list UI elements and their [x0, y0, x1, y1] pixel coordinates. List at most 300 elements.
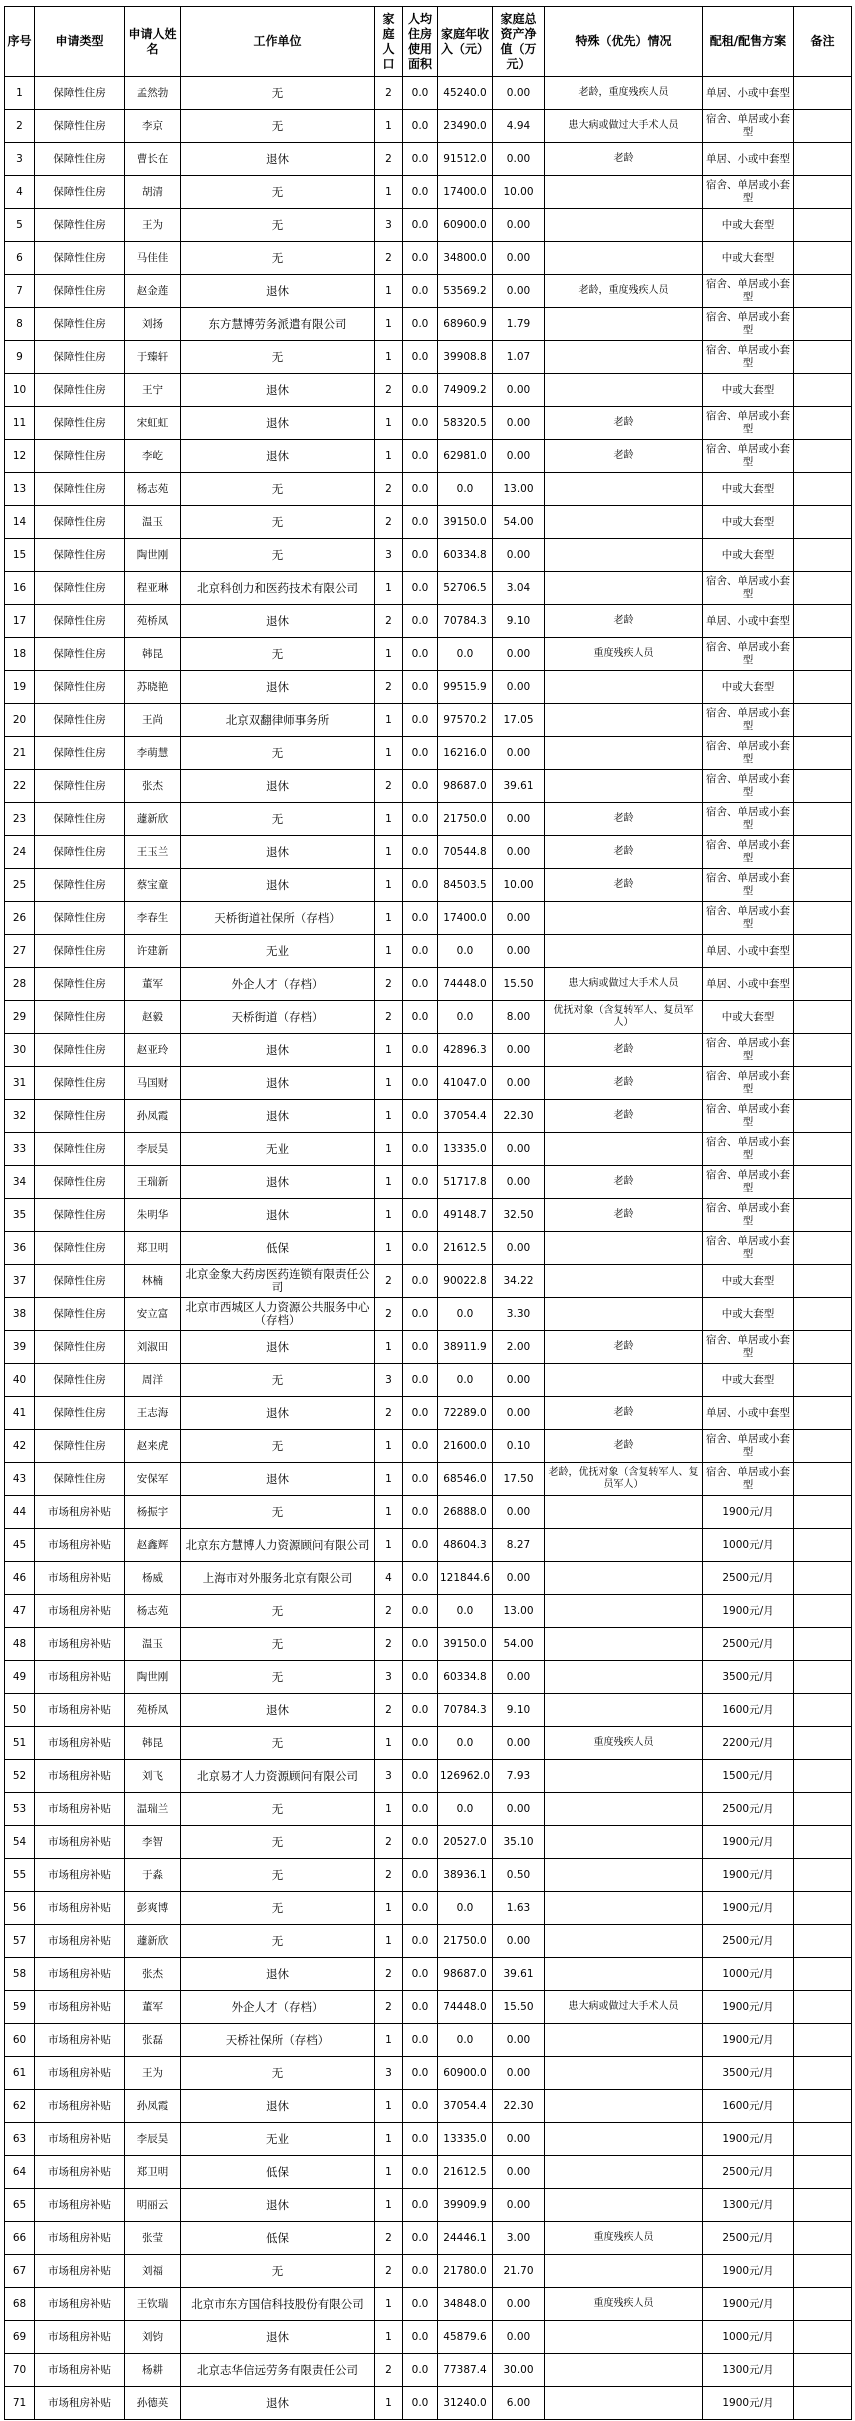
cell-members: 1	[375, 1529, 403, 1562]
cell-special: 重度残疾人员	[545, 638, 703, 671]
cell-type: 市场租房补贴	[35, 2354, 125, 2387]
cell-type: 保障性住房	[35, 836, 125, 869]
cell-income: 70544.8	[438, 836, 493, 869]
cell-name: 孙凤霞	[125, 2090, 181, 2123]
cell-plan: 宿舍、单居或小套型	[703, 1199, 794, 1232]
cell-area: 0.0	[403, 1298, 438, 1331]
cell-income: 45879.6	[438, 2321, 493, 2354]
cell-type: 保障性住房	[35, 572, 125, 605]
cell-name: 李辰昊	[125, 1133, 181, 1166]
cell-special	[545, 671, 703, 704]
table-row	[5, 539, 852, 572]
cell-area: 0.0	[403, 2321, 438, 2354]
cell-type: 市场租房补贴	[35, 2387, 125, 2420]
cell-plan: 宿舍、单居或小套型	[703, 902, 794, 935]
cell-plan: 宿舍、单居或小套型	[703, 341, 794, 374]
cell-area: 0.0	[403, 1562, 438, 1595]
cell-type: 保障性住房	[35, 374, 125, 407]
header-name: 申请人姓名	[125, 7, 181, 77]
cell-special: 老龄	[545, 1067, 703, 1100]
cell-area: 0.0	[403, 869, 438, 902]
header-plan: 配租/配售方案	[703, 7, 794, 77]
table-row	[5, 737, 852, 770]
cell-assets: 0.00	[493, 143, 545, 176]
cell-name: 陶世刚	[125, 539, 181, 572]
cell-members: 2	[375, 143, 403, 176]
cell-plan: 1900元/月	[703, 2387, 794, 2420]
cell-plan: 宿舍、单居或小套型	[703, 176, 794, 209]
cell-assets: 1.79	[493, 308, 545, 341]
cell-special	[545, 1760, 703, 1793]
table-row	[5, 1463, 852, 1496]
table-row	[5, 1694, 852, 1727]
cell-plan: 1300元/月	[703, 2354, 794, 2387]
cell-name: 李萌慧	[125, 737, 181, 770]
cell-type: 保障性住房	[35, 539, 125, 572]
cell-income: 68960.9	[438, 308, 493, 341]
cell-no: 13	[5, 473, 35, 506]
header-assets: 家庭总资产净值（万元）	[493, 7, 545, 77]
allocation-table	[4, 6, 852, 2420]
cell-members: 1	[375, 836, 403, 869]
cell-name: 刘淑田	[125, 1331, 181, 1364]
cell-name: 赵鑫辉	[125, 1529, 181, 1562]
cell-no: 38	[5, 1298, 35, 1331]
cell-unit: 退休	[181, 1166, 375, 1199]
cell-plan: 宿舍、单居或小套型	[703, 1331, 794, 1364]
cell-plan: 中或大套型	[703, 1001, 794, 1034]
cell-type: 保障性住房	[35, 242, 125, 275]
header-area: 人均住房使用面积	[403, 7, 438, 77]
cell-no: 52	[5, 1760, 35, 1793]
cell-type: 保障性住房	[35, 176, 125, 209]
cell-income: 16216.0	[438, 737, 493, 770]
cell-assets: 0.00	[493, 1562, 545, 1595]
cell-special: 老龄	[545, 1034, 703, 1067]
cell-plan: 单居、小或中套型	[703, 968, 794, 1001]
cell-plan: 1600元/月	[703, 1694, 794, 1727]
cell-income: 42896.3	[438, 1034, 493, 1067]
cell-name: 马国财	[125, 1067, 181, 1100]
cell-unit: 无	[181, 1496, 375, 1529]
cell-name: 苑桥凤	[125, 605, 181, 638]
cell-members: 1	[375, 2090, 403, 2123]
cell-assets: 15.50	[493, 968, 545, 1001]
cell-type: 保障性住房	[35, 1166, 125, 1199]
cell-remark	[794, 275, 852, 308]
cell-plan: 1900元/月	[703, 2255, 794, 2288]
cell-no: 22	[5, 770, 35, 803]
cell-unit: 退休	[181, 836, 375, 869]
cell-no: 69	[5, 2321, 35, 2354]
cell-unit: 无	[181, 77, 375, 110]
cell-assets: 0.00	[493, 1793, 545, 1826]
cell-name: 朱明华	[125, 1199, 181, 1232]
cell-income: 0.0	[438, 1793, 493, 1826]
cell-name: 郑卫明	[125, 2156, 181, 2189]
cell-remark	[794, 374, 852, 407]
cell-members: 2	[375, 2255, 403, 2288]
table-row	[5, 1496, 852, 1529]
cell-plan: 宿舍、单居或小套型	[703, 308, 794, 341]
table-row	[5, 374, 852, 407]
cell-name: 林楠	[125, 1265, 181, 1298]
cell-type: 市场租房补贴	[35, 1496, 125, 1529]
cell-income: 20527.0	[438, 1826, 493, 1859]
cell-unit: 无	[181, 110, 375, 143]
cell-income: 0.0	[438, 1727, 493, 1760]
cell-income: 0.0	[438, 2024, 493, 2057]
cell-unit: 退休	[181, 1331, 375, 1364]
cell-assets: 21.70	[493, 2255, 545, 2288]
table-row	[5, 176, 852, 209]
table-row	[5, 2057, 852, 2090]
cell-unit: 无	[181, 473, 375, 506]
cell-area: 0.0	[403, 440, 438, 473]
cell-members: 1	[375, 1430, 403, 1463]
cell-unit: 退休	[181, 2321, 375, 2354]
cell-members: 2	[375, 2222, 403, 2255]
table-row	[5, 2090, 852, 2123]
cell-members: 2	[375, 1826, 403, 1859]
cell-plan: 单居、小或中套型	[703, 143, 794, 176]
cell-remark	[794, 1760, 852, 1793]
cell-income: 0.0	[438, 1892, 493, 1925]
cell-special	[545, 473, 703, 506]
cell-assets: 10.00	[493, 176, 545, 209]
cell-area: 0.0	[403, 1958, 438, 1991]
cell-type: 保障性住房	[35, 1034, 125, 1067]
cell-plan: 宿舍、单居或小套型	[703, 1166, 794, 1199]
cell-unit: 退休	[181, 869, 375, 902]
cell-members: 1	[375, 1034, 403, 1067]
cell-type: 市场租房补贴	[35, 1595, 125, 1628]
cell-no: 12	[5, 440, 35, 473]
cell-assets: 0.00	[493, 1364, 545, 1397]
table-row	[5, 1034, 852, 1067]
cell-area: 0.0	[403, 2156, 438, 2189]
table-row	[5, 506, 852, 539]
cell-special	[545, 2057, 703, 2090]
cell-type: 保障性住房	[35, 1298, 125, 1331]
table-row	[5, 902, 852, 935]
cell-assets: 0.00	[493, 2057, 545, 2090]
cell-plan: 2500元/月	[703, 1562, 794, 1595]
cell-assets: 1.63	[493, 1892, 545, 1925]
cell-name: 杨威	[125, 1562, 181, 1595]
cell-plan: 单居、小或中套型	[703, 605, 794, 638]
cell-special	[545, 1232, 703, 1265]
cell-plan: 中或大套型	[703, 1265, 794, 1298]
cell-plan: 中或大套型	[703, 473, 794, 506]
cell-no: 62	[5, 2090, 35, 2123]
table-row	[5, 2156, 852, 2189]
cell-unit: 退休	[181, 1958, 375, 1991]
cell-remark	[794, 473, 852, 506]
table-row	[5, 1529, 852, 1562]
cell-unit: 无	[181, 2255, 375, 2288]
cell-type: 保障性住房	[35, 1232, 125, 1265]
cell-name: 杨志苑	[125, 1595, 181, 1628]
cell-remark	[794, 737, 852, 770]
cell-assets: 0.00	[493, 671, 545, 704]
cell-members: 1	[375, 572, 403, 605]
cell-plan: 1900元/月	[703, 1892, 794, 1925]
cell-members: 2	[375, 1001, 403, 1034]
cell-plan: 中或大套型	[703, 506, 794, 539]
cell-special	[545, 506, 703, 539]
cell-assets: 3.04	[493, 572, 545, 605]
cell-income: 24446.1	[438, 2222, 493, 2255]
cell-remark	[794, 704, 852, 737]
cell-assets: 0.00	[493, 2123, 545, 2156]
cell-area: 0.0	[403, 638, 438, 671]
cell-members: 1	[375, 1067, 403, 1100]
cell-remark	[794, 1133, 852, 1166]
cell-income: 38936.1	[438, 1859, 493, 1892]
cell-area: 0.0	[403, 1925, 438, 1958]
cell-special	[545, 704, 703, 737]
cell-no: 64	[5, 2156, 35, 2189]
cell-area: 0.0	[403, 308, 438, 341]
cell-remark	[794, 1067, 852, 1100]
cell-plan: 单居、小或中套型	[703, 935, 794, 968]
table-body	[5, 77, 852, 2420]
cell-plan: 2500元/月	[703, 2222, 794, 2255]
table-row	[5, 2354, 852, 2387]
cell-type: 保障性住房	[35, 506, 125, 539]
cell-assets: 0.00	[493, 935, 545, 968]
cell-name: 张磊	[125, 2024, 181, 2057]
cell-unit: 无	[181, 1595, 375, 1628]
cell-special: 老龄，优抚对象（含复转军人、复员军人）	[545, 1463, 703, 1496]
cell-members: 1	[375, 2024, 403, 2057]
cell-no: 58	[5, 1958, 35, 1991]
cell-plan: 2500元/月	[703, 2156, 794, 2189]
cell-type: 市场租房补贴	[35, 2222, 125, 2255]
cell-remark	[794, 2123, 852, 2156]
cell-assets: 4.94	[493, 110, 545, 143]
cell-type: 市场租房补贴	[35, 1562, 125, 1595]
cell-plan: 3500元/月	[703, 1661, 794, 1694]
table-row	[5, 1562, 852, 1595]
cell-income: 60334.8	[438, 1661, 493, 1694]
cell-no: 27	[5, 935, 35, 968]
cell-area: 0.0	[403, 539, 438, 572]
cell-assets: 0.00	[493, 1496, 545, 1529]
cell-plan: 1000元/月	[703, 1529, 794, 1562]
cell-no: 15	[5, 539, 35, 572]
cell-assets: 0.00	[493, 836, 545, 869]
cell-no: 45	[5, 1529, 35, 1562]
header-type: 申请类型	[35, 7, 125, 77]
cell-assets: 0.00	[493, 209, 545, 242]
table-row	[5, 605, 852, 638]
cell-area: 0.0	[403, 1859, 438, 1892]
table-row	[5, 2288, 852, 2321]
cell-area: 0.0	[403, 572, 438, 605]
cell-assets: 30.00	[493, 2354, 545, 2387]
cell-type: 保障性住房	[35, 110, 125, 143]
table-row	[5, 440, 852, 473]
cell-plan: 3500元/月	[703, 2057, 794, 2090]
cell-members: 1	[375, 2288, 403, 2321]
cell-no: 66	[5, 2222, 35, 2255]
cell-no: 59	[5, 1991, 35, 2024]
cell-members: 2	[375, 1859, 403, 1892]
cell-income: 0.0	[438, 1364, 493, 1397]
cell-assets: 0.50	[493, 1859, 545, 1892]
cell-special	[545, 1793, 703, 1826]
cell-area: 0.0	[403, 1628, 438, 1661]
cell-income: 39908.8	[438, 341, 493, 374]
cell-remark	[794, 1364, 852, 1397]
cell-area: 0.0	[403, 935, 438, 968]
cell-area: 0.0	[403, 1364, 438, 1397]
cell-no: 46	[5, 1562, 35, 1595]
cell-plan: 2500元/月	[703, 1628, 794, 1661]
cell-members: 3	[375, 1661, 403, 1694]
cell-income: 70784.3	[438, 1694, 493, 1727]
cell-type: 保障性住房	[35, 407, 125, 440]
cell-area: 0.0	[403, 1694, 438, 1727]
cell-unit: 天桥街道（存档）	[181, 1001, 375, 1034]
cell-unit: 退休	[181, 605, 375, 638]
cell-no: 30	[5, 1034, 35, 1067]
table-row	[5, 2255, 852, 2288]
cell-members: 1	[375, 737, 403, 770]
cell-special	[545, 770, 703, 803]
cell-plan: 中或大套型	[703, 209, 794, 242]
cell-unit: 退休	[181, 2387, 375, 2420]
cell-no: 41	[5, 1397, 35, 1430]
cell-members: 4	[375, 1562, 403, 1595]
cell-income: 37054.4	[438, 1100, 493, 1133]
cell-income: 49148.7	[438, 1199, 493, 1232]
cell-plan: 宿舍、单居或小套型	[703, 803, 794, 836]
cell-name: 宋虹虹	[125, 407, 181, 440]
cell-special	[545, 1859, 703, 1892]
cell-special	[545, 308, 703, 341]
cell-unit: 北京科创力和医药技术有限公司	[181, 572, 375, 605]
cell-special	[545, 2387, 703, 2420]
cell-no: 54	[5, 1826, 35, 1859]
cell-income: 51717.8	[438, 1166, 493, 1199]
cell-special: 重度残疾人员	[545, 1727, 703, 1760]
cell-unit: 无	[181, 242, 375, 275]
cell-members: 2	[375, 2354, 403, 2387]
cell-remark	[794, 968, 852, 1001]
cell-type: 保障性住房	[35, 737, 125, 770]
cell-plan: 2500元/月	[703, 1925, 794, 1958]
cell-no: 7	[5, 275, 35, 308]
table-row	[5, 242, 852, 275]
cell-no: 23	[5, 803, 35, 836]
cell-name: 赵毅	[125, 1001, 181, 1034]
cell-unit: 北京易才人力资源顾问有限公司	[181, 1760, 375, 1793]
cell-remark	[794, 902, 852, 935]
cell-assets: 1.07	[493, 341, 545, 374]
cell-assets: 32.50	[493, 1199, 545, 1232]
cell-area: 0.0	[403, 1232, 438, 1265]
cell-area: 0.0	[403, 2057, 438, 2090]
cell-special: 老龄	[545, 1100, 703, 1133]
table-row	[5, 836, 852, 869]
table-row	[5, 869, 852, 902]
cell-area: 0.0	[403, 110, 438, 143]
cell-assets: 15.50	[493, 1991, 545, 2024]
cell-no: 6	[5, 242, 35, 275]
cell-type: 保障性住房	[35, 638, 125, 671]
cell-special	[545, 341, 703, 374]
cell-income: 39150.0	[438, 506, 493, 539]
cell-remark	[794, 1562, 852, 1595]
cell-type: 市场租房补贴	[35, 1859, 125, 1892]
cell-assets: 8.00	[493, 1001, 545, 1034]
cell-remark	[794, 2156, 852, 2189]
cell-no: 29	[5, 1001, 35, 1034]
cell-no: 17	[5, 605, 35, 638]
cell-special	[545, 2156, 703, 2189]
cell-name: 王钦瑞	[125, 2288, 181, 2321]
cell-remark	[794, 572, 852, 605]
cell-name: 杨振宇	[125, 1496, 181, 1529]
cell-unit: 退休	[181, 1199, 375, 1232]
table-row	[5, 1232, 852, 1265]
cell-type: 保障性住房	[35, 1397, 125, 1430]
table-row	[5, 1628, 852, 1661]
cell-income: 97570.2	[438, 704, 493, 737]
cell-assets: 34.22	[493, 1265, 545, 1298]
cell-unit: 无	[181, 1925, 375, 1958]
cell-income: 39150.0	[438, 1628, 493, 1661]
table-row	[5, 2321, 852, 2354]
table-row	[5, 1925, 852, 1958]
cell-type: 保障性住房	[35, 209, 125, 242]
cell-no: 61	[5, 2057, 35, 2090]
cell-type: 保障性住房	[35, 1463, 125, 1496]
cell-plan: 宿舍、单居或小套型	[703, 1133, 794, 1166]
cell-unit: 退休	[181, 1067, 375, 1100]
cell-area: 0.0	[403, 473, 438, 506]
cell-plan: 宿舍、单居或小套型	[703, 1430, 794, 1463]
cell-area: 0.0	[403, 341, 438, 374]
cell-special	[545, 2189, 703, 2222]
cell-name: 温瑞兰	[125, 1793, 181, 1826]
cell-income: 77387.4	[438, 2354, 493, 2387]
cell-special	[545, 374, 703, 407]
cell-type: 保障性住房	[35, 341, 125, 374]
cell-type: 保障性住房	[35, 671, 125, 704]
cell-assets: 0.00	[493, 737, 545, 770]
cell-plan: 单居、小或中套型	[703, 1397, 794, 1430]
cell-special	[545, 1925, 703, 1958]
cell-unit: 无	[181, 1430, 375, 1463]
cell-type: 保障性住房	[35, 902, 125, 935]
table-row	[5, 77, 852, 110]
cell-income: 17400.0	[438, 902, 493, 935]
cell-type: 市场租房补贴	[35, 2156, 125, 2189]
cell-no: 44	[5, 1496, 35, 1529]
cell-type: 市场租房补贴	[35, 1925, 125, 1958]
cell-remark	[794, 1925, 852, 1958]
cell-name: 彭爽博	[125, 1892, 181, 1925]
cell-unit: 北京金象大药房医药连锁有限责任公司	[181, 1265, 375, 1298]
cell-special: 老龄	[545, 143, 703, 176]
cell-special: 老龄	[545, 836, 703, 869]
cell-area: 0.0	[403, 77, 438, 110]
cell-no: 33	[5, 1133, 35, 1166]
